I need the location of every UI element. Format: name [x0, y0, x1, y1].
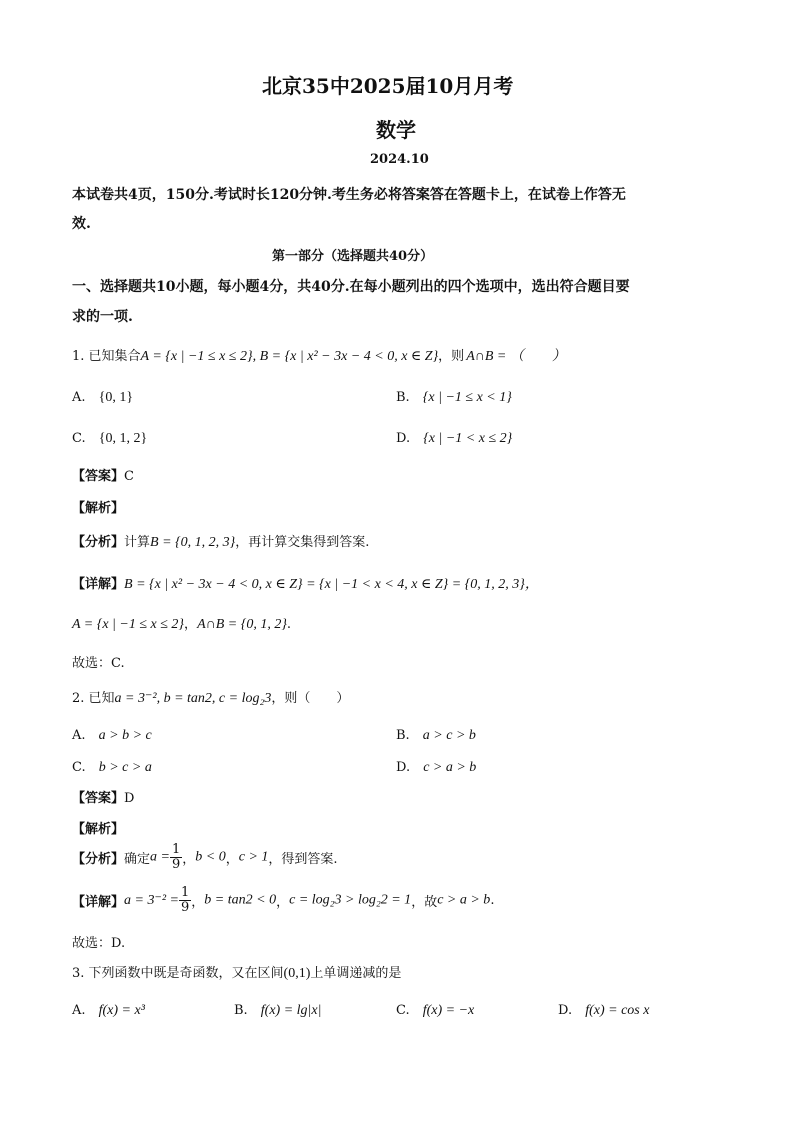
q2-fenxi-b: b < 0 [195, 849, 226, 865]
exam-title: 北京35中2025届10月月考 [262, 74, 514, 98]
q3-option-c [396, 999, 474, 1019]
q1-detail-math-1: B = {x | x² − 3x − 4 < 0, x ∈ Z} = {x | −1 < x < 4, x ∈ Z} = {0, 1, 2, 3}， [124, 577, 539, 592]
q2-option-d [396, 756, 476, 776]
q3-option-a-text: f(x) = x³ [98, 1003, 145, 1018]
question-3-stem [72, 962, 401, 982]
q2-option-c-text: b > c > a [98, 760, 152, 775]
q1-answer-value: C [124, 469, 134, 484]
q2-fenxi-sep-2: ， [225, 852, 239, 867]
q2-option-a-label: A. [72, 728, 86, 743]
q2-option-d-text: c > a > b [423, 760, 477, 775]
q1-detail-line-2 [72, 613, 291, 633]
q2-detail-sep-1: ， [191, 895, 205, 910]
q2-option-c [72, 756, 152, 776]
q2-detail-fraction [179, 886, 191, 915]
q2-option-b-label: B. [396, 728, 410, 743]
q1-detail-tag: 【详解】 [72, 577, 125, 592]
q2-option-b [396, 724, 476, 744]
q1-option-d [396, 427, 512, 447]
q2-detail-dot: . [490, 893, 495, 908]
q1-option-b-label: B. [396, 390, 410, 405]
q3-option-d-text: f(x) = cos x [585, 1003, 650, 1018]
exam-date: 2024.10 [370, 152, 429, 167]
q1-option-a-text: {0, 1} [98, 390, 134, 405]
q2-answer-value: D [124, 791, 135, 806]
q1-option-b-text: {x | −1 ≤ x < 1} [422, 390, 512, 405]
q2-fenxi-pre: 确定 [124, 852, 151, 867]
q1-option-a [72, 386, 133, 406]
q3-stem-interval: (0,1) [283, 966, 311, 981]
q2-analysis-tag: 【解析】 [72, 822, 125, 837]
q1-stem-math: A = {x | −1 ≤ x ≤ 2}, B = {x | x² − 3x − 4 < 0, x ∈ Z} [140, 349, 439, 364]
q2-detail-end: c > a > b [437, 892, 491, 908]
q1-suffix: ，则 [438, 349, 465, 364]
question-2-stem [72, 687, 349, 707]
q3-option-c-label: C. [396, 1003, 410, 1018]
q1-option-d-text: {x | −1 < x ≤ 2} [423, 431, 513, 446]
q2-detail-sep-3: ，故 [411, 895, 438, 910]
q3-option-d [558, 999, 649, 1019]
q2-detail [72, 886, 494, 915]
q3-option-a [72, 999, 145, 1019]
q1-option-a-label: A. [72, 390, 86, 405]
q1-detail-sep: ， [184, 617, 198, 632]
q2-option-c-label: C. [72, 760, 86, 775]
q2-fenxi-tag: 【分析】 [72, 852, 125, 867]
q1-detail-math-2c: A∩B = {0, 1, 2} [197, 617, 287, 632]
q1-stem-end: A∩B = （ ） [466, 349, 566, 364]
q1-answer [72, 465, 134, 484]
section-instruction-line-1: 一、选择题共10小题，每小题4分，共40分.在每小题列出的四个选项中，选出符合题目要 [72, 279, 630, 295]
q1-option-d-label: D. [396, 431, 411, 446]
q1-detail-dot: . [286, 617, 292, 632]
q1-option-c-text: {0, 1, 2} [98, 431, 148, 446]
q2-fenxi-sep-1: ， [182, 852, 196, 867]
q2-option-a [72, 724, 152, 744]
q2-detail-b: b = tan2 < 0 [204, 892, 277, 908]
q1-fenxi-post: ，再计算交集得到答案. [235, 535, 370, 550]
q2-detail-frac-num: 1 [181, 885, 190, 900]
q3-stem-post: 上单调递减的是 [310, 966, 402, 981]
q2-fenxi-c: c > 1 [238, 849, 269, 865]
q1-prefix: 1. 已知集合 [72, 349, 141, 364]
q3-option-d-label: D. [558, 1003, 573, 1018]
q2-option-d-label: D. [396, 760, 411, 775]
q1-answer-tag: 【答案】 [72, 469, 125, 484]
q2-fenxi [72, 843, 338, 872]
q2-answer-tag: 【答案】 [72, 791, 125, 806]
q2-prefix: 2. 已知 [72, 691, 115, 706]
q3-option-a-label: A. [72, 1003, 86, 1018]
q1-detail-math-2a: A = {x | −1 ≤ x ≤ 2} [72, 617, 185, 632]
instructions-line-2: 效. [72, 216, 91, 232]
q2-detail-c: c = log₂3 > log₂2 = 1 [289, 892, 412, 908]
q3-stem-pre: 3. 下列函数中既是奇函数，又在区间 [72, 966, 284, 981]
q2-fenxi-a: a = [150, 849, 170, 865]
instructions-line-1: 本试卷共4页，150分.考试时长120分钟.考生务必将答案答在答题卡上，在试卷上作答无 [72, 187, 626, 203]
q1-fenxi [72, 531, 369, 551]
q1-analysis-tag: 【解析】 [72, 501, 125, 516]
q2-detail-tag: 【详解】 [72, 895, 125, 910]
q1-option-c-label: C. [72, 431, 86, 446]
q2-fenxi-frac-den: 9 [171, 857, 181, 872]
q3-option-b [234, 999, 321, 1019]
q1-fenxi-tag: 【分析】 [72, 535, 125, 550]
q2-fenxi-fraction [170, 843, 182, 872]
q2-option-a-text: a > b > c [98, 728, 152, 743]
q2-answer [72, 787, 134, 806]
part1-heading: 第一部分（选择题共40分） [272, 249, 434, 264]
q2-choose: 故选：D. [72, 936, 126, 951]
question-1-stem [72, 345, 566, 365]
q2-option-b-text: a > c > b [422, 728, 476, 743]
q1-fenxi-pre: 计算 [124, 535, 151, 550]
q2-stem-math: a = 3⁻², b = tan2, c = log₂3 [114, 691, 272, 706]
q2-fenxi-frac-num: 1 [171, 842, 181, 857]
q3-option-b-text: f(x) = lg|x| [260, 1003, 322, 1018]
q2-detail-frac-den: 9 [181, 900, 190, 915]
q2-fenxi-post: ，得到答案. [268, 852, 338, 867]
q2-detail-a: a = 3⁻² = [124, 893, 179, 908]
q2-detail-sep-2: ， [276, 895, 290, 910]
q1-fenxi-math: B = {0, 1, 2, 3} [150, 535, 236, 550]
q3-option-c-text: f(x) = −x [422, 1003, 475, 1018]
q1-detail-line-1 [72, 573, 539, 593]
section-instruction-line-2: 求的一项. [72, 309, 133, 325]
q2-suffix: ，则（ ） [271, 691, 350, 706]
q1-option-c [72, 427, 147, 447]
subject-title: 数学 [376, 118, 416, 142]
q1-choose: 故选：C. [72, 656, 125, 671]
q1-option-b [396, 386, 512, 406]
q3-option-b-label: B. [234, 1003, 248, 1018]
